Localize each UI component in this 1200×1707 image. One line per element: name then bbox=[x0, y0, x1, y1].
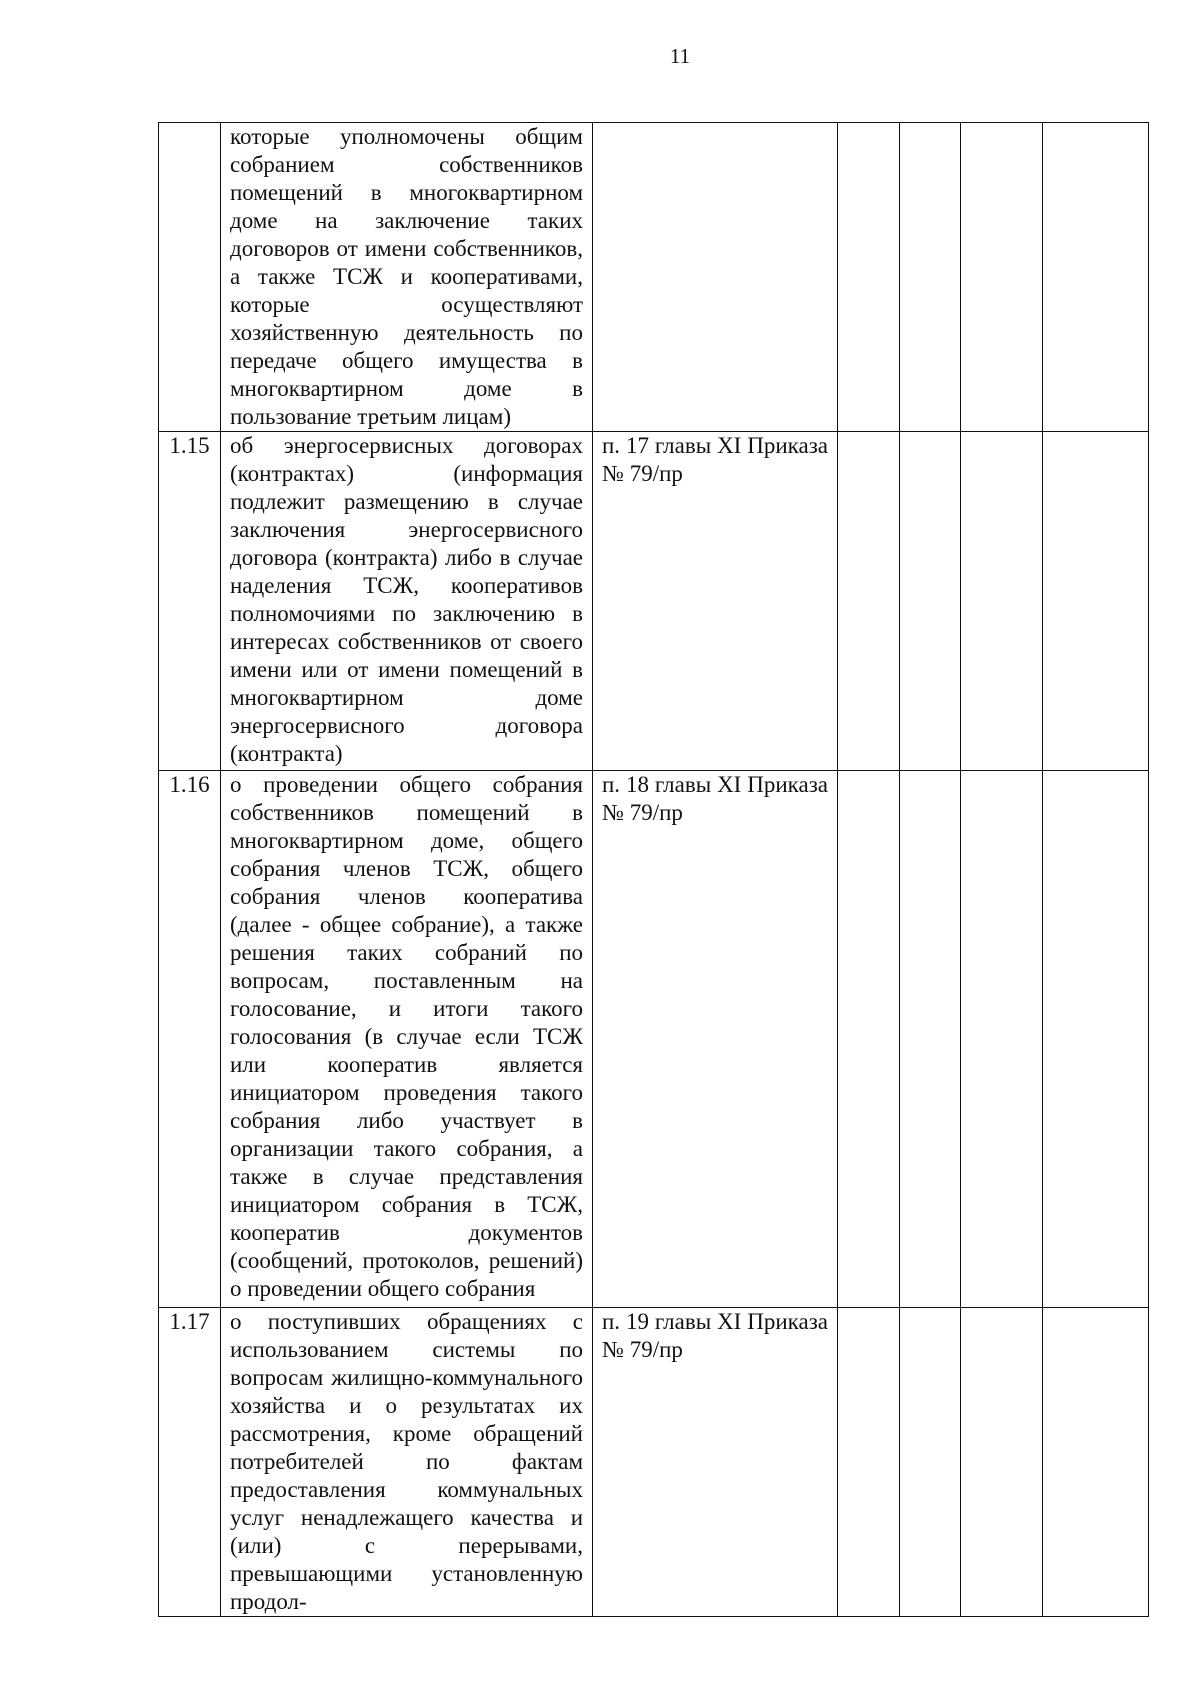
blank-cell bbox=[838, 432, 900, 771]
blank-cell bbox=[961, 771, 1043, 1308]
item-description: о проведении общего собрания собственников помещений в многоквартирном доме, общего собрания членов ТСЖ, общего собрания членов кооператива (далее - общее собрание), а также решения таких собраний по вопросам, поставленным на голосование, и итоги такого голосования (в случае если ТСЖ или кооператив является инициатором проведения такого собрания либо участвует в организации такого собрания, а также в случае представления инициатором собрания в ТСЖ, кооператив документов (сообщений, протоколов, решений) о проведении общего собрания bbox=[221, 771, 593, 1308]
item-number: 1.15 bbox=[159, 432, 221, 771]
blank-cell bbox=[838, 1308, 900, 1617]
item-number: 1.17 bbox=[159, 1308, 221, 1617]
blank-cell bbox=[1043, 432, 1149, 771]
table-row bbox=[159, 771, 1149, 1308]
blank-cell bbox=[900, 1308, 961, 1617]
blank-cell bbox=[900, 123, 961, 432]
blank-cell bbox=[1043, 771, 1149, 1308]
blank-cell bbox=[1043, 1308, 1149, 1617]
item-number bbox=[159, 123, 221, 432]
table-row bbox=[159, 432, 1149, 771]
blank-cell bbox=[961, 432, 1043, 771]
item-reference: п. 19 главы XI Приказа № 79/пр bbox=[593, 1308, 838, 1617]
requirements-table bbox=[158, 122, 1149, 1617]
item-reference: п. 17 главы XI Приказа № 79/пр bbox=[593, 432, 838, 771]
item-description: о поступивших обращениях с использованием системы по вопросам жилищно-коммунального хозяйства и о результатах их рассмотрения, кроме обращений потребителей по фактам предоставления коммунальных услуг ненадлежащего качества и (или) с перерывами, превышающими установленную продол- bbox=[221, 1308, 593, 1617]
item-description: об энергосервисных договорах (контрактах) (информация подлежит размещению в случае заключения энергосервисного договора (контракта) либо в случае наделения ТСЖ, кооперативов полномочиями по заключению в интересах собственников от своего имени или от имени помещений в многоквартирном доме энергосервисного договора (контракта) bbox=[221, 432, 593, 771]
blank-cell bbox=[961, 123, 1043, 432]
item-reference bbox=[593, 123, 838, 432]
blank-cell bbox=[961, 1308, 1043, 1617]
blank-cell bbox=[838, 771, 900, 1308]
item-number: 1.16 bbox=[159, 771, 221, 1308]
blank-cell bbox=[1043, 123, 1149, 432]
item-description: которые уполномочены общим собранием собственников помещений в многоквартирном доме на заключение таких договоров от имени собственников, а также ТСЖ и кооперативами, которые осуществляют хозяйственную деятельность по передаче общего имущества в многоквартирном доме в пользование третьим лицам) bbox=[221, 123, 593, 432]
table-row bbox=[159, 1308, 1149, 1617]
blank-cell bbox=[900, 432, 961, 771]
item-reference: п. 18 главы XI Приказа № 79/пр bbox=[593, 771, 838, 1308]
page-number: 11 bbox=[669, 44, 691, 68]
blank-cell bbox=[838, 123, 900, 432]
table-row bbox=[159, 123, 1149, 432]
blank-cell bbox=[900, 771, 961, 1308]
